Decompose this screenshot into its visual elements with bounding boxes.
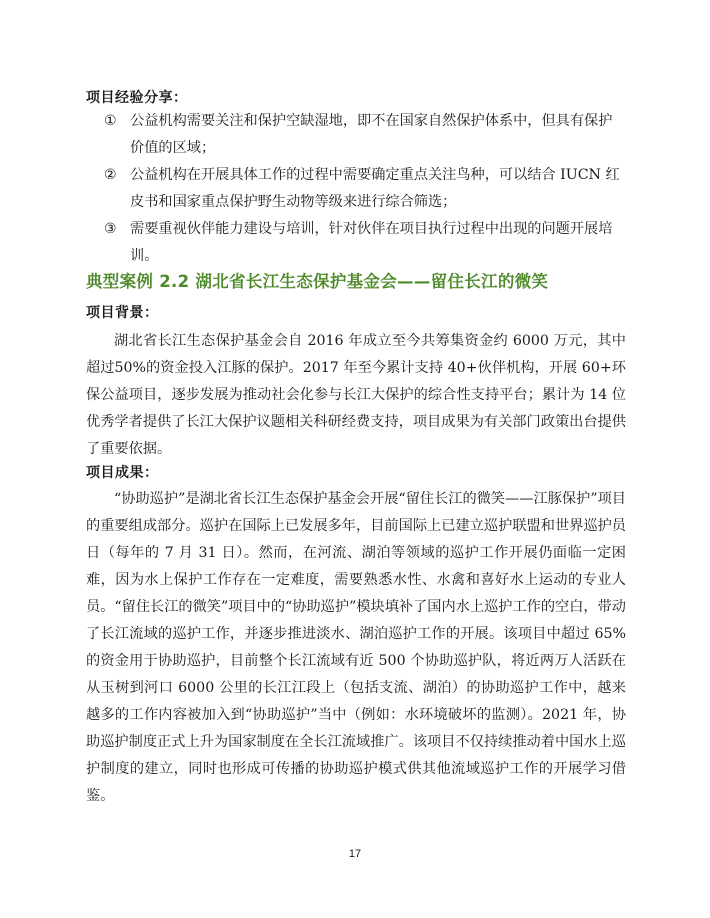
experience-item-3 — [104, 216, 624, 270]
results-heading: 项目成果： — [86, 465, 159, 481]
background-heading: 项目背景： — [86, 305, 159, 321]
experience-heading: 项目经验分享： — [86, 90, 188, 106]
case-title: 典型案例 2.2 湖北省长江生态保护基金会——留住长江的微笑 — [86, 272, 549, 291]
experience-item-2 — [104, 162, 624, 216]
page-number: 17 — [348, 848, 362, 860]
item-text: 公益机构需要关注和保护空缺湿地，即不在国家自然保护体系中，但具有保护价值的区域； — [130, 113, 613, 156]
item-text: 需要重视伙伴能力建设与培训，针对伙伴在项目执行过程中出现的问题开展培训。 — [130, 221, 613, 264]
background-paragraph: 湖北省长江生态保护基金会自 2016 年成立至今共筹集资金约 6000 万元，其中超过50%的资金投入江豚的保护。2017 年至今累计支持 40+伙伴机构，开展 60+环保公益项目，逐步发展为推动社会化参与长江大保护的综合性支持平台；累计为 14 位优秀学者提供了长江大保护议题相关科研经费支持，项目成果为有关部门政策出台提供了重要依据。 — [86, 333, 626, 457]
results-paragraph: “协助巡护”是湖北省长江生态保护基金会开展“留住长江的微笑——江豚保护”项目的重要组成部分。巡护在国际上已发展多年，目前国际上已建立巡护联盟和世界巡护员日（每年的 7 月 31 日）。然而，在河流、湖泊等领域的巡护工作开展仍面临一定困难，因为水上保护工作存在一定难度，需要熟悉水性、水禽和喜好水上运动的专业人员。“留住长江的微笑”项目中的“协助巡护”模块填补了国内水上巡护工作的空白，带动了长江流域的巡护工作，并逐步推进淡水、湖泊巡护工作的开展。该项目中超过 65%的资金用于协助巡护，目前整个长江流域有近 500 个协助巡护队，将近两万人活跃在从玉树到河口 6000 公里的长江江段上（包括支流、湖泊）的协助巡护工作中，越来越多的工作内容被加入到“协助巡护”当中（例如：水环境破坏的监测）。2021 年，协助巡护制度正式上升为国家制度在全长江流域推广。该项目不仅持续推动着中国水上巡护制度的建立，同时也形成可传播的协助巡护模式供其他流域巡护工作的开展学习借鉴。 — [86, 491, 626, 804]
experience-item-1 — [104, 108, 624, 162]
item-number: ① — [104, 113, 117, 129]
item-text: 公益机构在开展具体工作的过程中需要确定重点关注鸟种，可以结合 IUCN 红皮书和国家重点保护野生动物等级来进行综合筛选； — [130, 167, 620, 210]
item-number: ② — [104, 167, 117, 183]
item-number: ③ — [104, 221, 117, 237]
